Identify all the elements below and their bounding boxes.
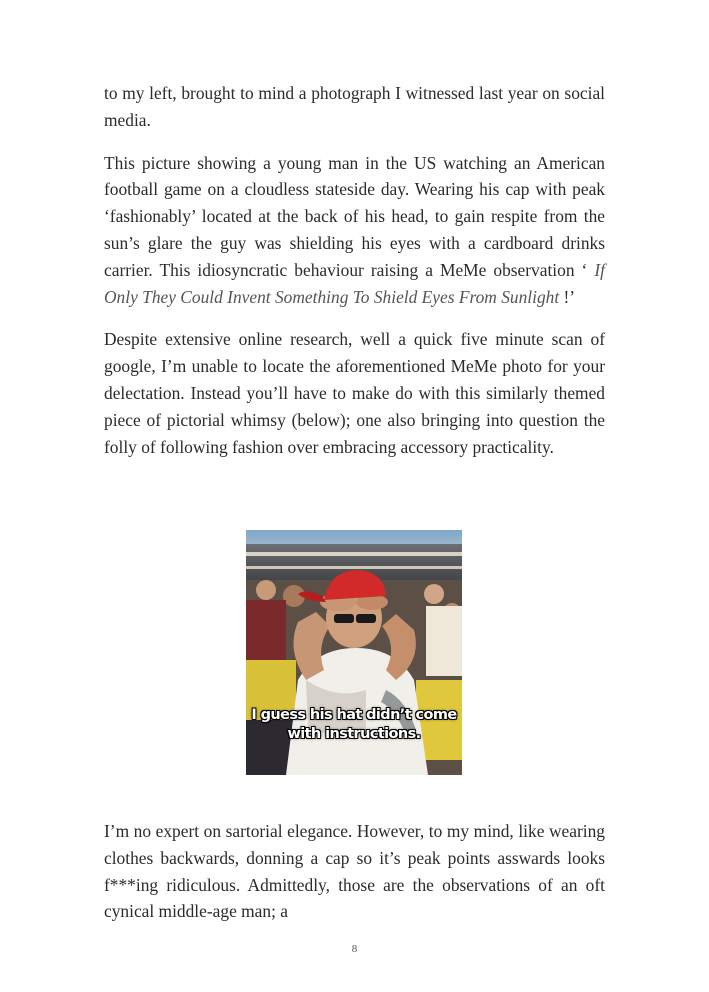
- paragraph-4: I’m no expert on sartorial elegance. However, to my mind, like wearing clothes backwards, donning a cap so it’s peak points asswards looks f***ing ridiculous. Admittedly, those are the observations of an oft cynical middle-age man; a: [104, 821, 605, 922]
- paragraph-4-container: [104, 818, 605, 925]
- paragraph-2-closing: !’: [559, 286, 576, 307]
- paragraph-3: Despite extensive online research, well a quick five minute scan of google, I’m unable to locate the aforementioned MeMe photo for your delectation. Instead you’ll have to make do with this similarly themed piece of pictorial whimsy (below); one also bringing into question the folly of following fashion over embracing accessory practicality.: [104, 329, 605, 457]
- page-number: 8: [351, 943, 358, 955]
- paragraph-1: to my left, brought to mind a photograph I witnessed last year on social media.: [104, 83, 605, 130]
- meme-caption-line-2: with instructions.: [287, 726, 421, 742]
- document-body: [104, 80, 605, 460]
- meme-caption: [246, 706, 462, 744]
- paragraph-2: [104, 150, 605, 311]
- meme-quote: If Only They Could Invent Something To Shield Eyes From Sunlight: [104, 259, 605, 307]
- paragraph-2-text: This picture showing a young man in the US watching an American football game on a cloudless stateside day. Wearing his cap with peak ‘fashionably’ located at the back of his head, to gain respite from the sun’s glare the guy was shielding his eyes with a cardboard drinks carrier. This idiosyncratic behaviour raising a MeMe observation ‘: [104, 152, 605, 280]
- meme-caption-line-1: I guess his hat didn’t come: [251, 707, 457, 723]
- meme-image: [246, 530, 462, 775]
